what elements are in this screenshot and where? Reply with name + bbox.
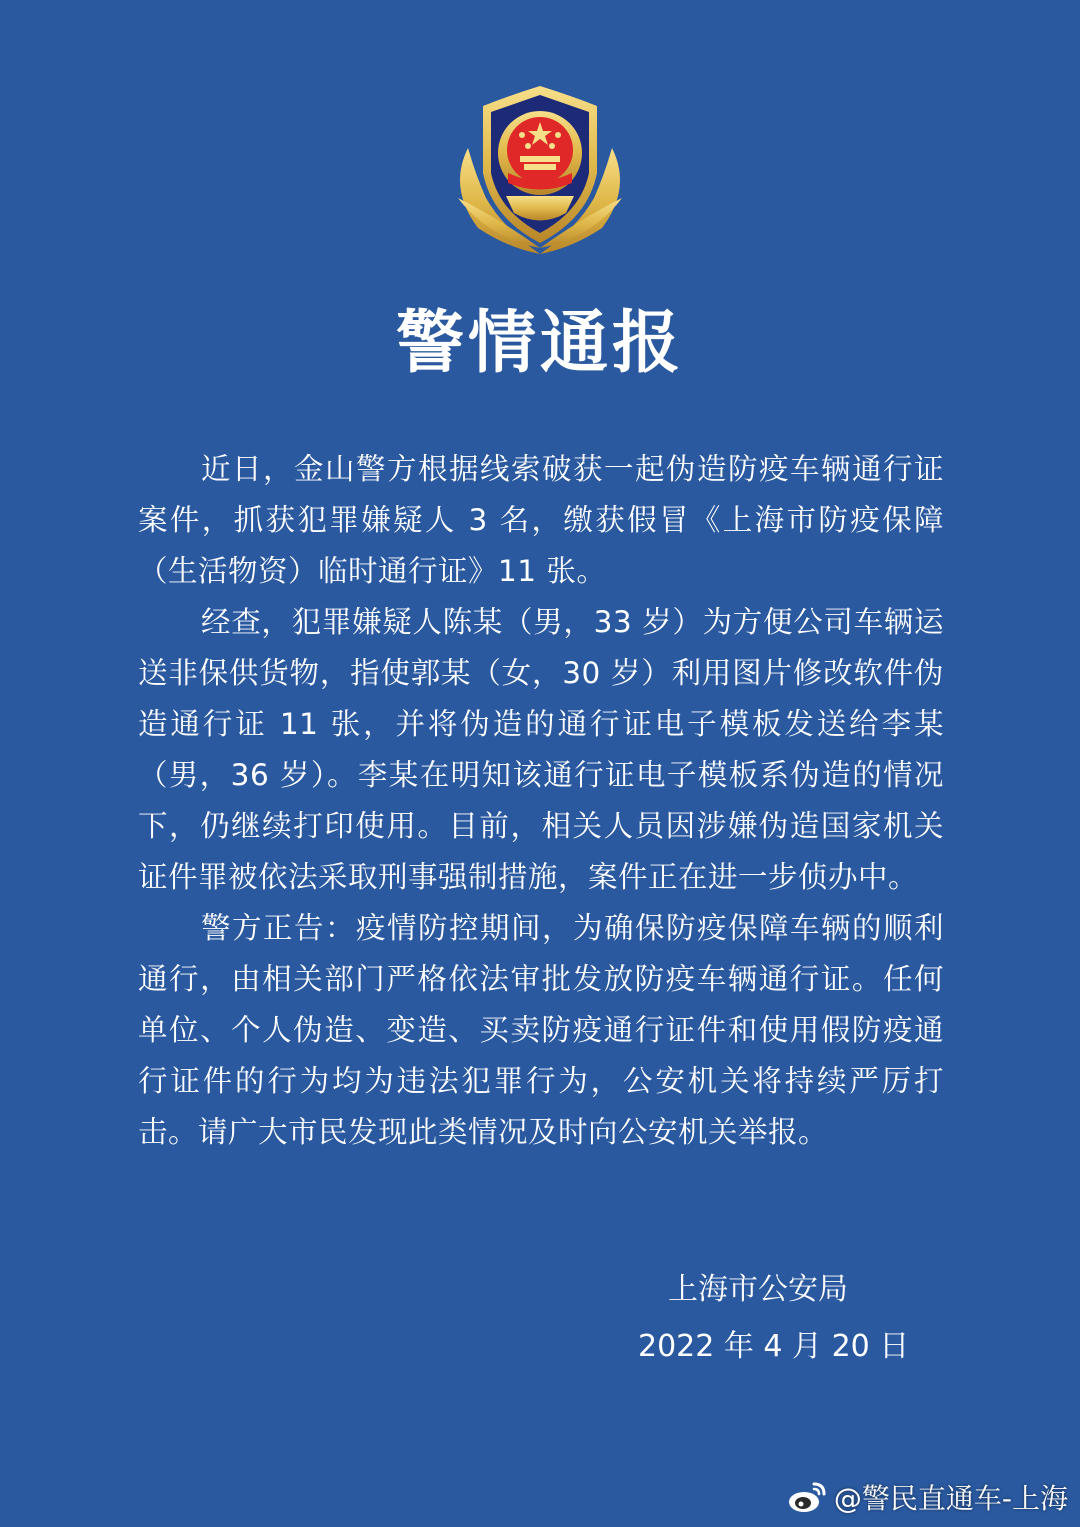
watermark-text: @警民直通车-上海 [833, 1482, 1068, 1515]
issue-date: 2022 年 4 月 20 日 [638, 1329, 910, 1364]
weibo-icon [788, 1480, 828, 1514]
page-title: 警情通报 [395, 304, 684, 383]
paragraph-investigation: 经查，犯罪嫌疑人陈某（男，33 岁）为方便公司车辆运送非保供货物，指使郭某（女，30 岁）利用图片修改软件伪造通行证 11 张，并将伪造的通行证电子模板发送给李某（男，36 岁）。李某在明知该通行证电子模板系伪造的情况下，仍继续打印使用。目前，相关人员因涉嫌伪造国家机关证件罪被依法采取刑事强制措施，案件正在进一步侦办中。 [138, 605, 944, 894]
paragraph-case-summary: 近日，金山警方根据线索破获一起伪造防疫车辆通行证案件，抓获犯罪嫌疑人 3 名，缴获假冒《上海市防疫保障（生活物资）临时通行证》11 张。 [138, 452, 944, 588]
weibo-watermark [788, 1477, 1068, 1517]
police-emblem-icon [448, 78, 632, 256]
notice-body [138, 444, 944, 1158]
paragraph-warning: 警方正告：疫情防控期间，为确保防疫保障车辆的顺利通行，由相关部门严格依法审批发放防疫车辆通行证。任何单位、个人伪造、变造、买卖防疫通行证件和使用假防疫通行证件的行为均为违法犯罪行为，公安机关将持续严厉打击。请广大市民发现此类情况及时向公安机关举报。 [138, 911, 944, 1149]
issuing-organization: 上海市公安局 [668, 1272, 848, 1307]
